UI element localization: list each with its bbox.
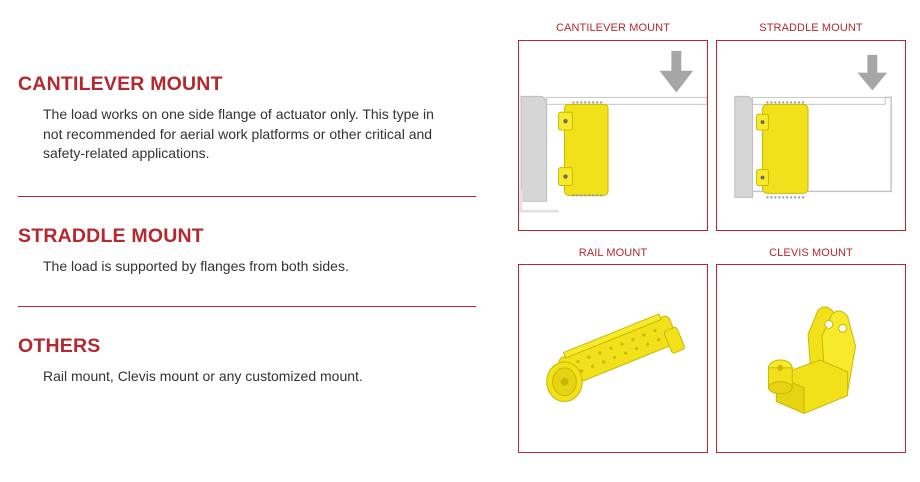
others-description: Rail mount, Clevis mount or any customized mount.: [43, 368, 363, 384]
cantilever-section: [18, 73, 480, 164]
rail-image: [518, 264, 708, 453]
clevis-figure: [716, 244, 906, 454]
cantilever-image: [518, 40, 708, 231]
cantilever-heading: CANTILEVER MOUNT: [18, 73, 223, 95]
load-arrow-icon: [660, 51, 694, 93]
cantilever-figure: [518, 0, 708, 232]
cantilever-illustration: [519, 41, 707, 230]
straddle-heading: STRADDLE MOUNT: [18, 225, 204, 247]
cantilever-caption: CANTILEVER MOUNT: [555, 22, 671, 34]
rail-illustration: [519, 265, 707, 452]
others-heading: OTHERS: [18, 335, 101, 357]
straddle-description: The load is supported by flanges from both sides.: [43, 258, 349, 274]
others-section: [18, 335, 480, 387]
divider: [18, 196, 476, 197]
straddle-illustration: [717, 41, 905, 230]
rail-figure: [518, 244, 708, 454]
cantilever-description: The load works on one side flange of actuator only. This type in not recommended for aerial work platforms or other critical and safety-related applications.: [43, 106, 434, 161]
straddle-figure: [716, 0, 906, 232]
straddle-image: [716, 40, 906, 231]
straddle-section: [18, 225, 480, 277]
clevis-image: [716, 264, 906, 453]
rail-caption: RAIL MOUNT: [578, 247, 648, 259]
load-arrow-icon: [858, 55, 888, 91]
clevis-caption: CLEVIS MOUNT: [769, 247, 853, 259]
clevis-illustration: [717, 265, 905, 452]
straddle-caption: STRADDLE MOUNT: [759, 22, 863, 34]
divider: [18, 306, 476, 307]
